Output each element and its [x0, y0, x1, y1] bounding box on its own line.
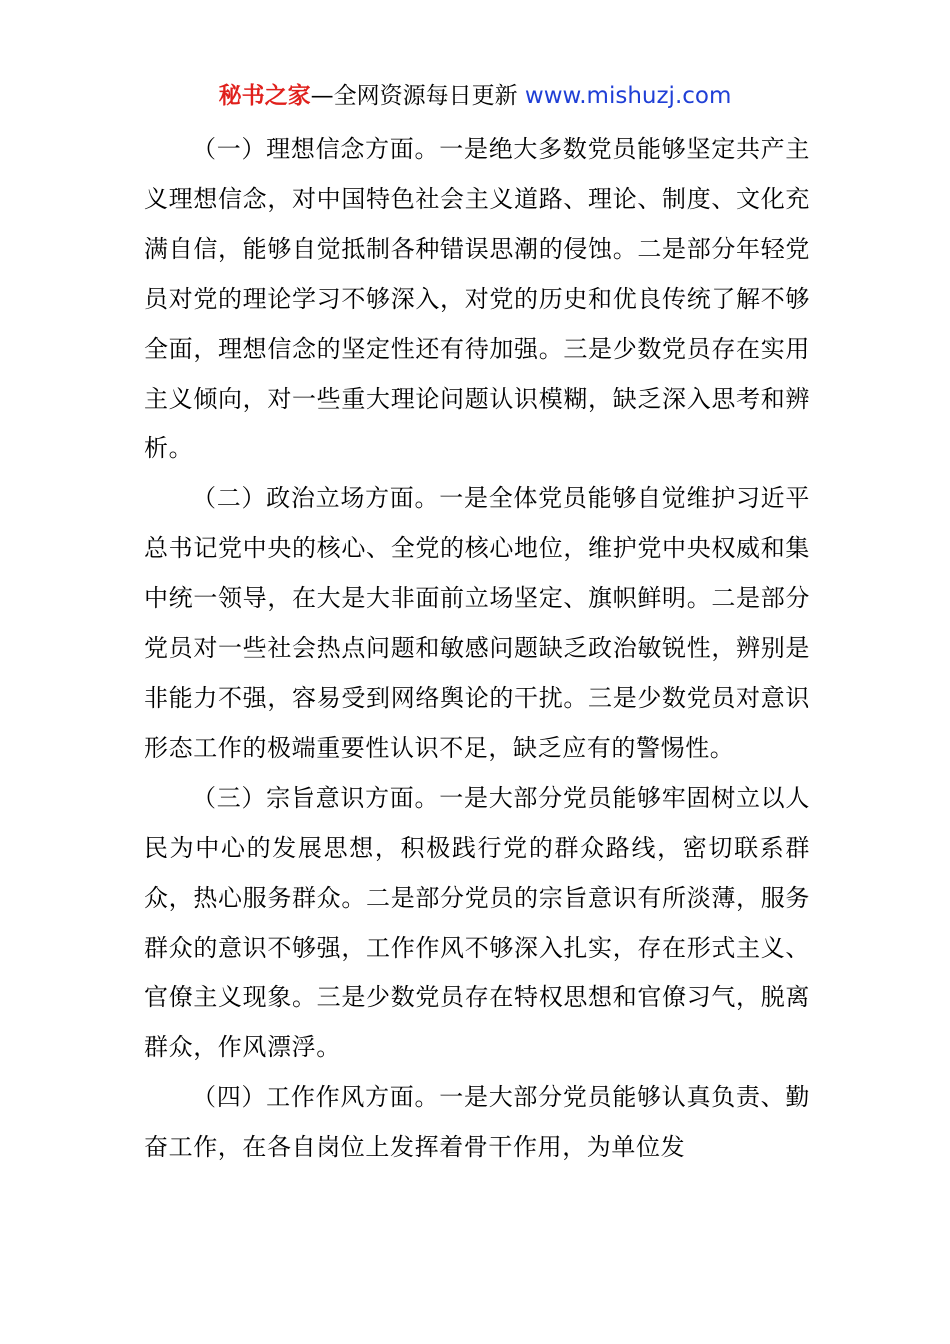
- document-body: [144, 125, 810, 1173]
- page-header: [0, 80, 950, 112]
- paragraph-work-style: （四）工作作风方面。一是大部分党员能够认真负责、勤奋工作，在各自岗位上发挥着骨干作用，为单位发: [144, 1083, 810, 1162]
- paragraph-purpose-awareness: （三）宗旨意识方面。一是大部分党员能够牢固树立以人民为中心的发展思想，积极践行党的群众路线，密切联系群众，热心服务群众。二是部分党员的宗旨意识有所淡薄，服务群众的意识不够强，工作作风不够深入扎实，存在形式主义、官僚主义现象。三是少数党员存在特权思想和官僚习气，脱离群众，作风漂浮。: [144, 783, 810, 1062]
- paragraph-ideals: （一）理想信念方面。一是绝大多数党员能够坚定共产主义理想信念，对中国特色社会主义道路、理论、制度、文化充满自信，能够自觉抵制各种错误思潮的侵蚀。二是部分年轻党员对党的理论学习不够深入，对党的历史和优良传统了解不够全面，理想信念的坚定性还有待加强。三是少数党员存在实用主义倾向，对一些重大理论问题认识模糊，缺乏深入思考和辨析。: [144, 135, 810, 463]
- header-tagline: —全网资源每日更新: [310, 83, 525, 109]
- site-brand: 秘书之家: [218, 83, 311, 109]
- site-url[interactable]: www.mishuzj.com: [524, 83, 732, 109]
- paragraph-political-stance: （二）政治立场方面。一是全体党员能够自觉维护习近平总书记党中央的核心、全党的核心地位，维护党中央权威和集中统一领导，在大是大非面前立场坚定、旗帜鲜明。二是部分党员对一些社会热点问题和敏感问题缺乏政治敏锐性，辨别是非能力不强，容易受到网络舆论的干扰。三是少数党员对意识形态工作的极端重要性认识不足，缺乏应有的警惕性。: [144, 484, 810, 762]
